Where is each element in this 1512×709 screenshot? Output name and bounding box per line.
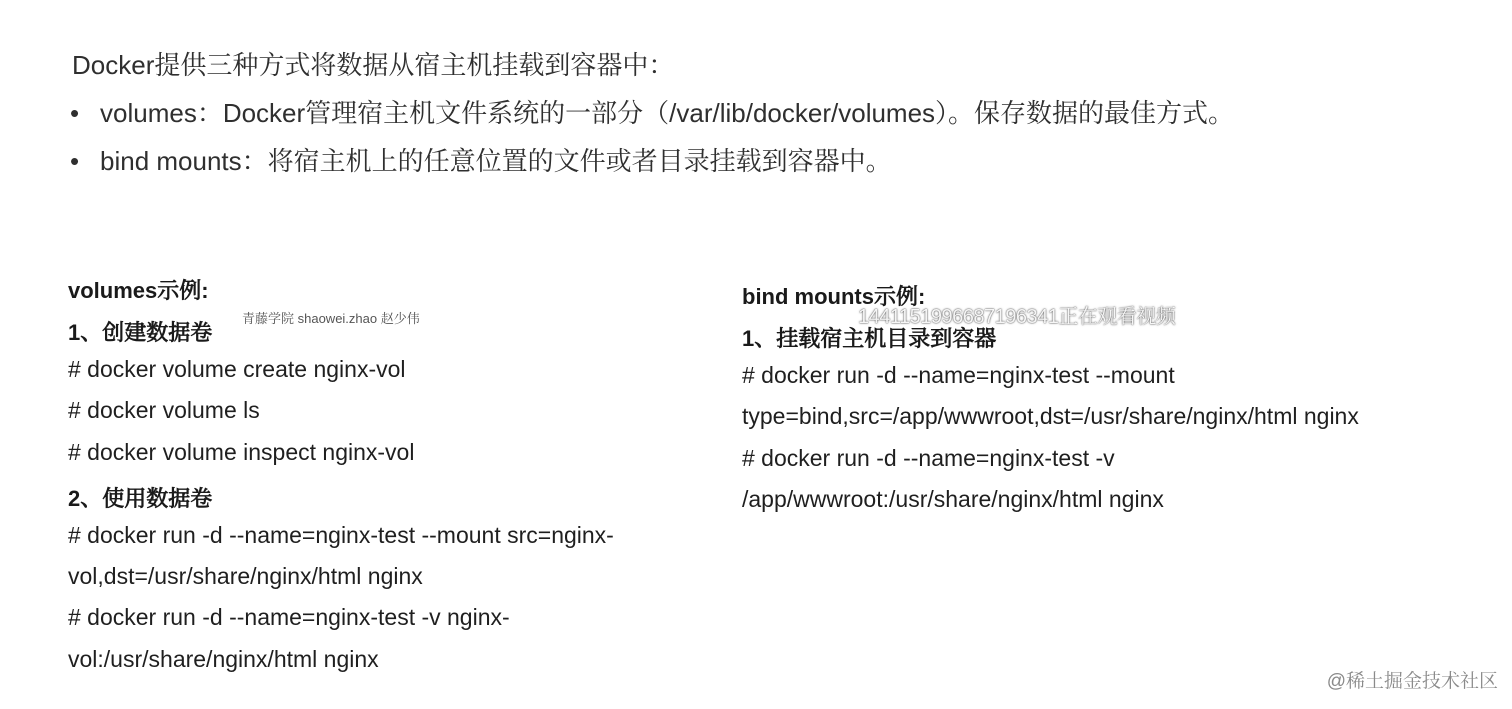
command-line: type=bind,src=/app/wwwroot,dst=/usr/share/nginx/html nginx [742, 403, 1359, 429]
command-line: # docker run -d --name=nginx-test -v [742, 445, 1115, 471]
command-line: # docker run -d --name=nginx-test -v nginx- [68, 604, 510, 630]
step-create-volume: 1、创建数据卷 [68, 320, 213, 345]
viewer-watermark: 1441151996687196341正在观看视频 [858, 306, 1176, 328]
bullet-marker: • [70, 98, 80, 128]
command-line: # docker volume inspect nginx-vol [68, 439, 415, 465]
bullet-text: bind mounts：将宿主机上的任意位置的文件或者目录挂载到容器中。 [100, 146, 892, 176]
bullet-volumes [72, 98, 1234, 129]
step-mount-host-dir: 1、挂载宿主机目录到容器 [742, 326, 997, 351]
bullet-marker: • [70, 146, 80, 176]
command-line: # docker run -d --name=nginx-test --mount src=nginx- [68, 522, 614, 548]
intro-title: Docker提供三种方式将数据从宿主机挂载到容器中： [72, 50, 675, 80]
command-line: # docker volume create nginx-vol [68, 356, 406, 382]
command-line: # docker volume ls [68, 397, 260, 423]
command-line: vol,dst=/usr/share/nginx/html nginx [68, 563, 423, 589]
site-watermark: @稀土掘金技术社区 [1326, 671, 1498, 692]
command-line: vol:/usr/share/nginx/html nginx [68, 646, 379, 672]
volumes-heading: volumes示例: [68, 278, 209, 303]
bind-mounts-heading: bind mounts示例: [742, 284, 926, 309]
step-use-volume: 2、使用数据卷 [68, 486, 213, 511]
bullet-bind-mounts [72, 146, 892, 177]
course-watermark: 青藤学院 shaowei.zhao 赵少伟 [242, 311, 420, 326]
command-line: /app/wwwroot:/usr/share/nginx/html nginx [742, 486, 1164, 512]
command-line: # docker run -d --name=nginx-test --mount [742, 362, 1175, 388]
bullet-text: volumes：Docker管理宿主机文件系统的一部分（/var/lib/docker/volumes）。保存数据的最佳方式。 [100, 98, 1235, 128]
